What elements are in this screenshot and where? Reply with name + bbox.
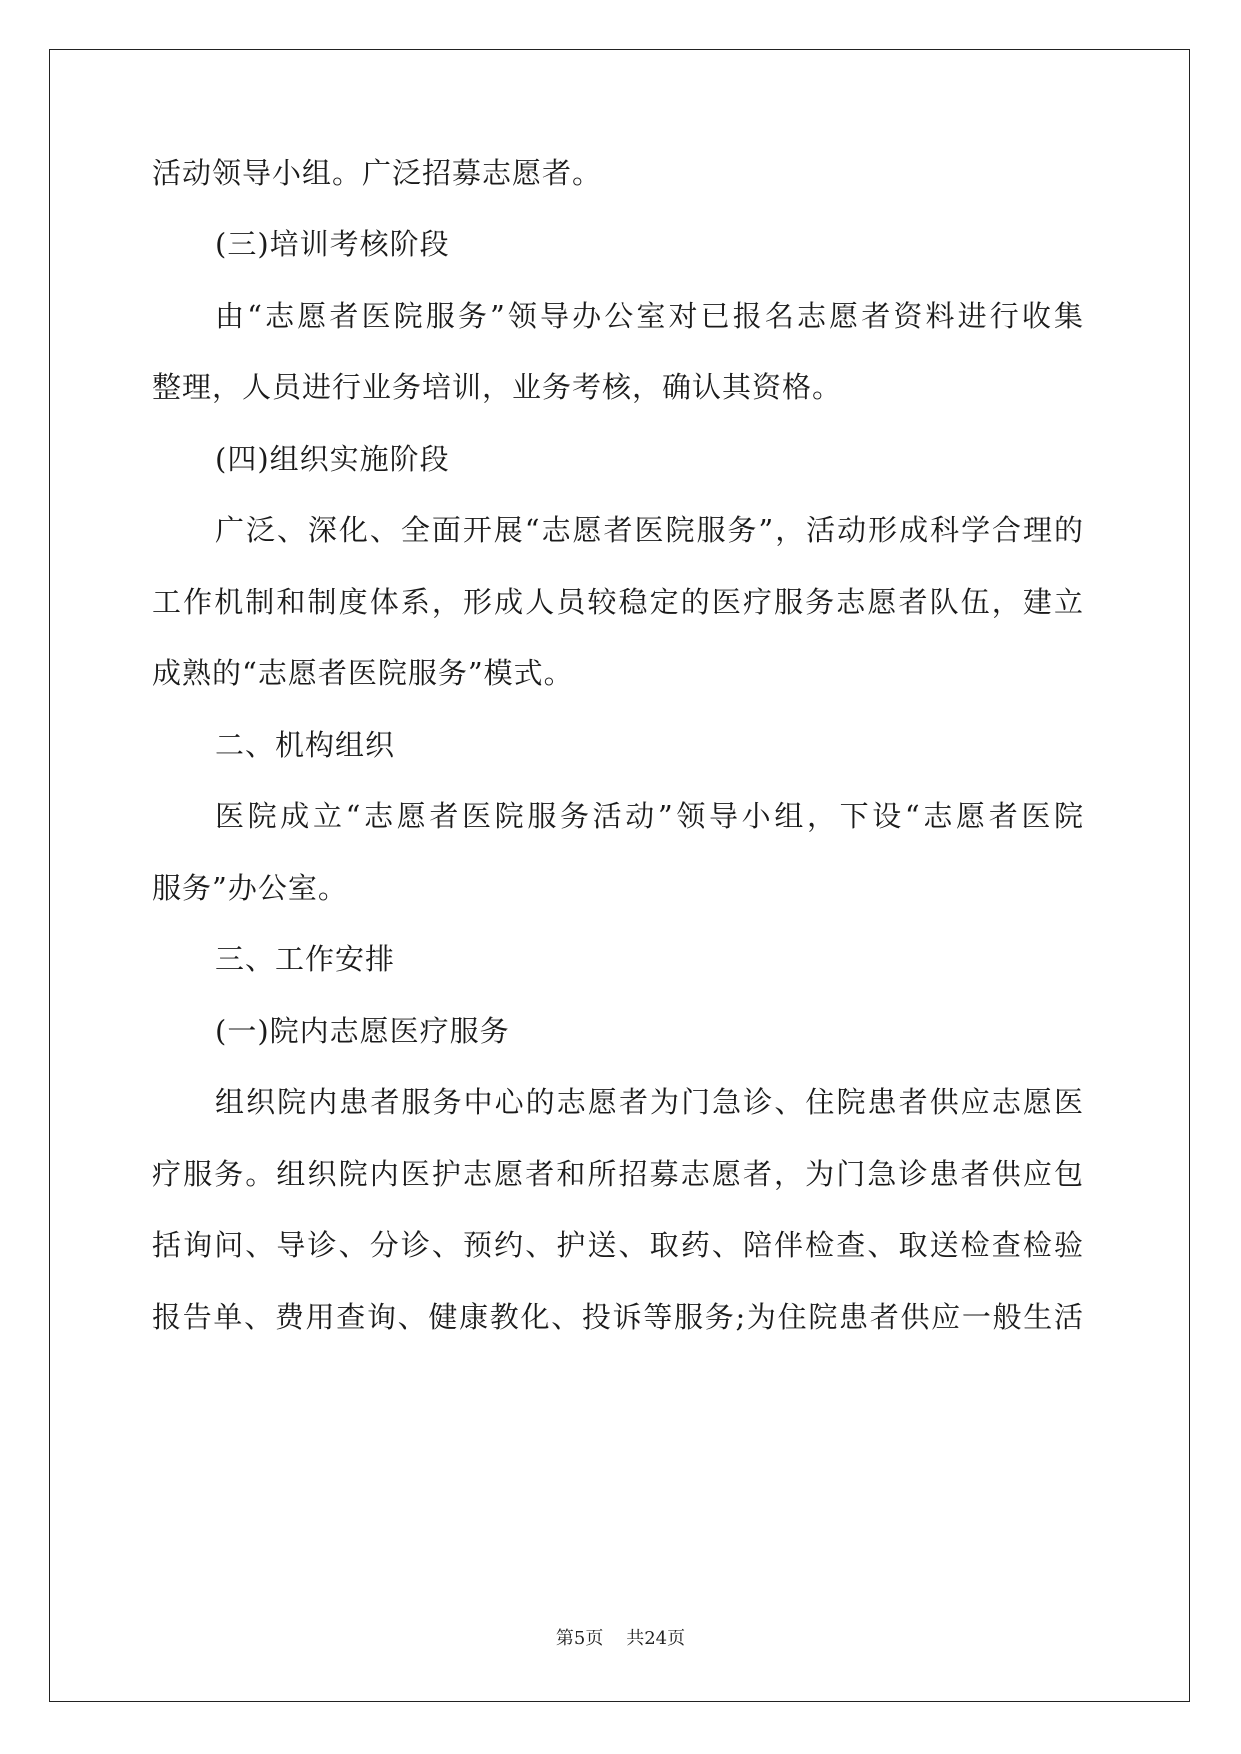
page-footer	[0, 1624, 1241, 1650]
section-heading-arrangement: 三、工作安排	[215, 942, 396, 976]
text-line-16: 括询问、导诊、分诊、预约、护送、取药、陪伴检查、取送检查检验	[152, 1228, 1084, 1262]
text-line-8: 成熟的“志愿者医院服务”模式。	[152, 656, 574, 690]
text-line-17: 报告单、费用查询、健康教化、投诉等服务;为住院患者供应一般生活	[152, 1300, 1084, 1334]
page-total: 共24页	[626, 1628, 686, 1649]
text-line-7: 工作机制和制度体系，形成人员较稳定的医疗服务志愿者队伍，建立	[152, 585, 1084, 619]
page-number: 第5页	[555, 1628, 604, 1649]
text-line-1: 活动领导小组。广泛招募志愿者。	[152, 156, 603, 190]
text-line-3: 由“志愿者医院服务”领导办公室对已报名志愿者资料进行收集	[215, 299, 1084, 333]
text-line-11: 服务”办公室。	[152, 871, 348, 905]
section-heading-implementation: (四)组织实施阶段	[215, 442, 450, 476]
section-heading-training: (三)培训考核阶段	[215, 227, 450, 261]
text-line-15: 疗服务。组织院内医护志愿者和所招募志愿者，为门急诊患者供应包	[152, 1157, 1084, 1191]
text-line-10: 医院成立“志愿者医院服务活动”领导小组，下设“志愿者医院	[215, 799, 1084, 833]
text-line-14: 组织院内患者服务中心的志愿者为门急诊、住院患者供应志愿医	[215, 1085, 1084, 1119]
text-line-4: 整理，人员进行业务培训，业务考核，确认其资格。	[152, 370, 843, 404]
text-line-6: 广泛、深化、全面开展“志愿者医院服务”，活动形成科学合理的	[215, 513, 1084, 547]
section-heading-organization: 二、机构组织	[215, 728, 396, 762]
section-heading-inhospital: (一)院内志愿医疗服务	[215, 1014, 510, 1048]
